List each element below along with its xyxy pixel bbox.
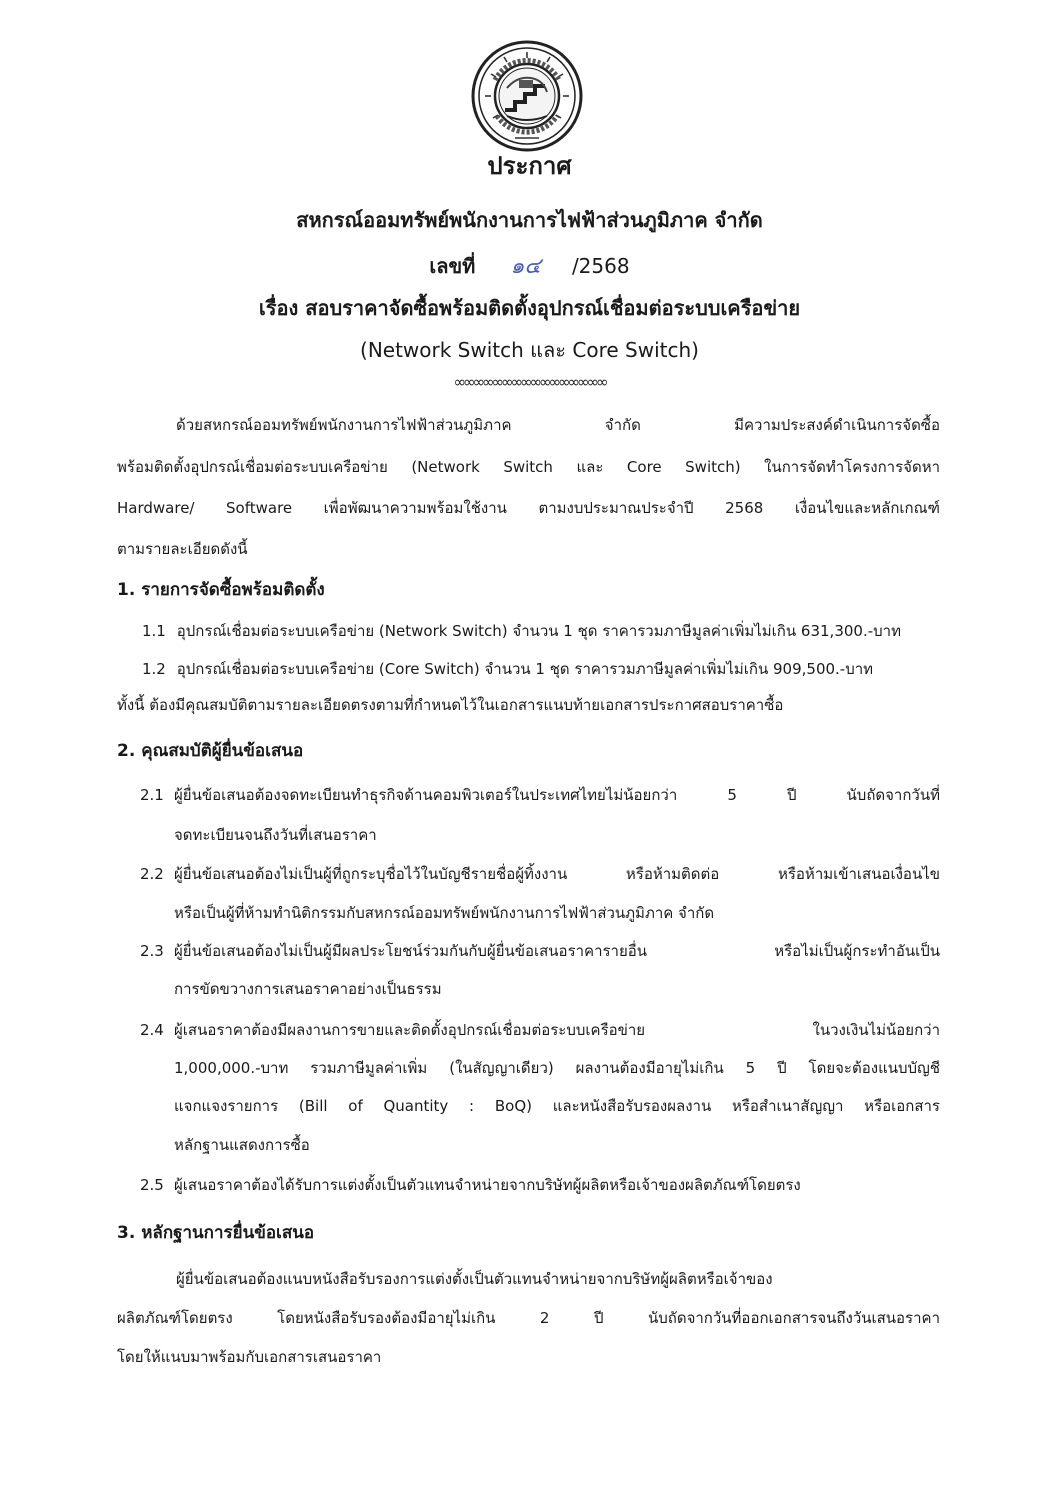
cooperative-seal-icon xyxy=(471,40,583,152)
intro-line-1: ด้วยสหกรณ์ออมทรัพย์พนักงานการไฟฟ้าส่วนภูมิภาค จำกัด มีความประสงค์ดำเนินการจัดซื้อ xyxy=(176,416,940,434)
item-text: อุปกรณ์เชื่อมต่อระบบเครือข่าย (Network Switch) จำนวน 1 ชุด ราคารวมภาษีมูลค่าเพิ่มไม่เกิน 631,300.-บาท xyxy=(176,622,901,640)
item-number: 1.2 xyxy=(142,660,166,678)
section-2-item-4-line-4: หลักฐานแสดงการซื้อ xyxy=(174,1136,310,1154)
section-2-item-3-line-2: การขัดขวางการเสนอราคาอย่างเป็นธรรม xyxy=(174,980,442,998)
section-2-item-1-line-2: จดทะเบียนจนถึงวันที่เสนอราคา xyxy=(174,826,377,844)
section-2-item-5-line-1: ผู้เสนอราคาต้องได้รับการแต่งตั้งเป็นตัวแทนจำหน่ายจากบริษัทผู้ผลิตหรือเจ้าของผลิตภัณฑ์โดยตรง xyxy=(174,1176,801,1194)
intro-line-4: ตามรายละเอียดดังนี้ xyxy=(117,540,248,558)
organization-name: สหกรณ์ออมทรัพย์พนักงานการไฟฟ้าส่วนภูมิภาค จำกัด xyxy=(296,208,763,232)
section-2-heading: 2. คุณสมบัติผู้ยื่นข้อเสนอ xyxy=(117,741,304,761)
intro-line-3: Hardware/ Software เพื่อพัฒนาความพร้อมใช้งาน ตามงบประมาณประจำปี 2568 เงื่อนไขและหลักเกณฑ์ xyxy=(117,499,940,517)
item-number: 1.1 xyxy=(142,622,166,640)
item-text: อุปกรณ์เชื่อมต่อระบบเครือข่าย (Core Switch) จำนวน 1 ชุด ราคารวมภาษีมูลค่าเพิ่มไม่เกิน 909,500.-บาท xyxy=(176,660,874,678)
page-title: ประกาศ xyxy=(487,152,572,180)
section-2-item-2-line-2: หรือเป็นผู้ที่ห้ามทำนิติกรรมกับสหกรณ์ออมทรัพย์พนักงานการไฟฟ้าส่วนภูมิภาค จำกัด xyxy=(174,904,715,922)
section-2-item-4-line-3: แจกแจงรายการ (Bill of Quantity : BoQ) และหนังสือรับรองผลงาน หรือสำเนาสัญญา หรือเอกสาร xyxy=(174,1097,940,1115)
section-2-item-num-4: 2.4 xyxy=(140,1021,164,1039)
number-handwritten: ๑๔ xyxy=(510,254,541,279)
section-1-note: ทั้งนี้ ต้องมีคุณสมบัติตามรายละเอียดตรงตามที่กำหนดไว้ในเอกสารแนบท้ายเอกสารประกาศสอบราคาซื้อ xyxy=(117,696,784,714)
divider-line: ∞∞∞∞∞∞∞∞∞∞∞∞∞∞∞∞ xyxy=(453,373,606,391)
section-1-item-1 xyxy=(142,621,901,641)
section-2-item-num-3: 2.3 xyxy=(140,942,164,960)
section-1-item-2 xyxy=(142,659,873,679)
section-2-item-4-line-2: 1,000,000.-บาท รวมภาษีมูลค่าเพิ่ม (ในสัญญาเดียว) ผลงานต้องมีอายุไม่เกิน 5 ปี โดยจะต้องแนบบัญชี xyxy=(174,1059,940,1077)
section-3-heading: 3. หลักฐานการยื่นข้อเสนอ xyxy=(117,1223,315,1243)
number-label: เลขที่ xyxy=(429,254,476,278)
section-2-item-4-line-1: ผู้เสนอราคาต้องมีผลงานการขายและติดตั้งอุปกรณ์เชื่อมต่อระบบเครือข่าย ในวงเงินไม่น้อยกว่า xyxy=(174,1021,940,1039)
section-2-item-num-2: 2.2 xyxy=(140,865,164,883)
intro-line-2: พร้อมติดตั้งอุปกรณ์เชื่อมต่อระบบเครือข่าย (Network Switch และ Core Switch) ในการจัดทำโครงการจัดหา xyxy=(117,458,940,476)
section-2-item-2-line-1: ผู้ยื่นข้อเสนอต้องไม่เป็นผู้ที่ถูกระบุชื่อไว้ในบัญชีรายชื่อผู้ทิ้งงาน หรือห้ามติดต่อ หรือห้ามเข้าเสนอเงื่อนไข xyxy=(174,865,940,883)
section-3-line-2: ผลิตภัณฑ์โดยตรง โดยหนังสือรับรองต้องมีอายุไม่เกิน 2 ปี นับถัดจากวันที่ออกเอกสารจนถึงวันเสนอราคา xyxy=(117,1309,940,1327)
section-3-line-1: ผู้ยื่นข้อเสนอต้องแนบหนังสือรับรองการแต่งตั้งเป็นตัวแทนจำหน่ายจากบริษัทผู้ผลิตหรือเจ้าของ xyxy=(176,1270,773,1288)
subject-paren: (Network Switch และ Core Switch) xyxy=(360,338,699,362)
number-year: /2568 xyxy=(571,254,630,278)
announcement-number xyxy=(0,248,1059,283)
section-1-heading: 1. รายการจัดซื้อพร้อมติดตั้ง xyxy=(117,580,325,600)
section-3-line-3: โดยให้แนบมาพร้อมกับเอกสารเสนอราคา xyxy=(117,1348,382,1366)
subject-line: เรื่อง สอบราคาจัดซื้อพร้อมติดตั้งอุปกรณ์เชื่อมต่อระบบเครือข่าย xyxy=(258,296,801,320)
section-2-item-num-1: 2.1 xyxy=(140,786,164,804)
section-2-item-num-5: 2.5 xyxy=(140,1176,164,1194)
section-2-item-3-line-1: ผู้ยื่นข้อเสนอต้องไม่เป็นผู้มีผลประโยชน์ร่วมกันกับผู้ยื่นข้อเสนอราคารายอื่น หรือไม่เป็นผู้กระทำอันเป็น xyxy=(174,942,940,960)
section-2-item-1-line-1: ผู้ยื่นข้อเสนอต้องจดทะเบียนทำธุรกิจด้านคอมพิวเตอร์ในประเทศไทยไม่น้อยกว่า 5 ปี นับถัดจากวันที่ xyxy=(174,786,940,804)
